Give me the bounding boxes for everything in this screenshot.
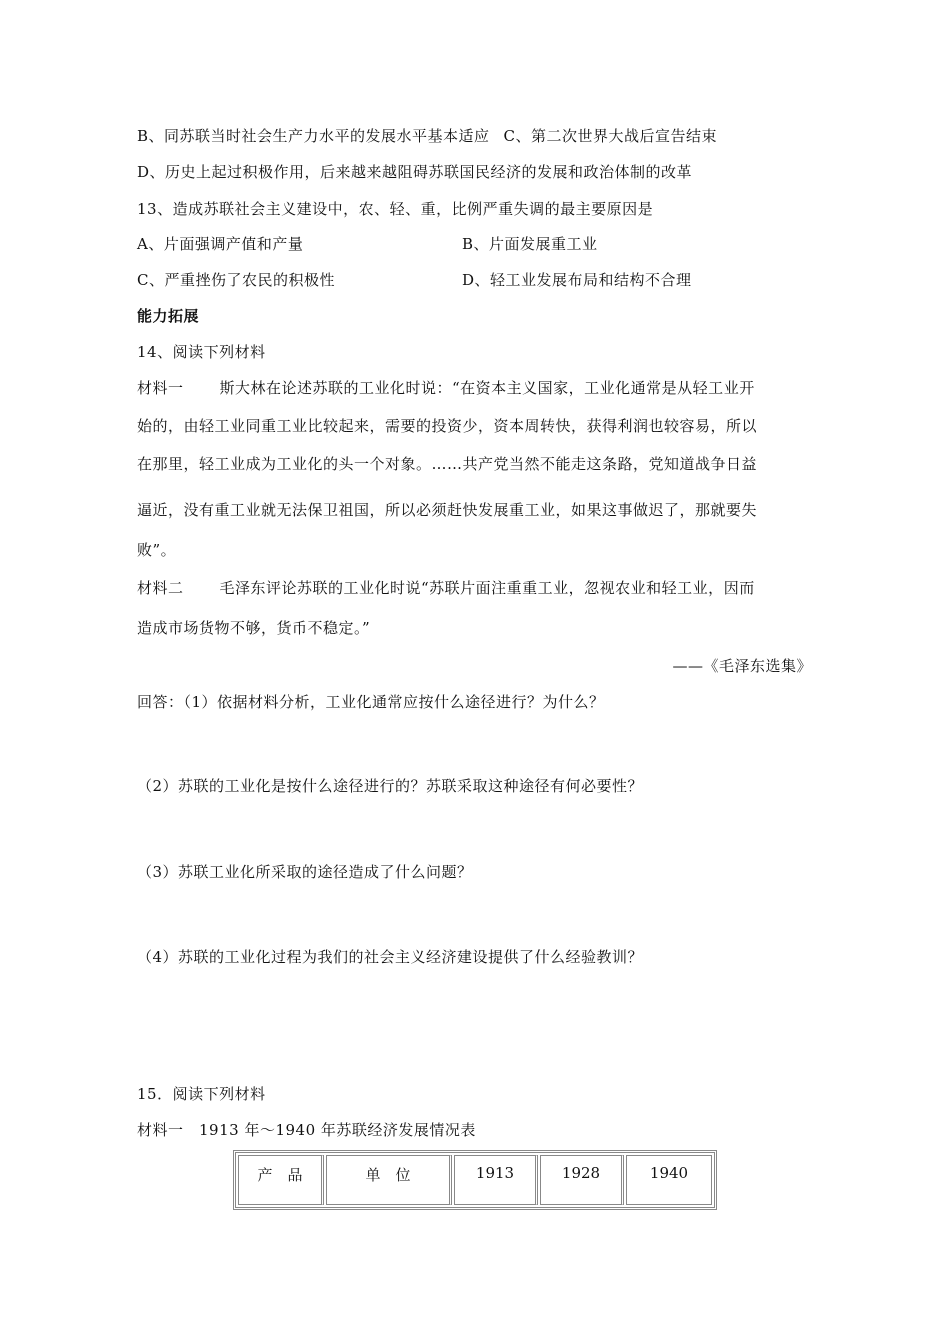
q14-material-1-line: 在那里，轻工业成为工业化的头一个对象。……共产党当然不能走这条路，党知道战争日益 bbox=[137, 455, 758, 473]
q14-question-3: （3）苏联工业化所采取的途径造成了什么问题？ bbox=[137, 863, 473, 881]
q12-option-b-c bbox=[137, 126, 717, 146]
q14-question-1: 回答：（1）依据材料分析，工业化通常应按什么途径进行？为什么？ bbox=[137, 693, 605, 711]
q14-material-2-label: 材料二 bbox=[137, 579, 184, 597]
q15-stem: 15．阅读下列材料 bbox=[137, 1085, 266, 1103]
q14-material-1-line: 始的，由轻工业同重工业比较起来，需要的投资少，资本周转快，获得利润也较容易，所以 bbox=[137, 417, 758, 435]
q14-material-1-line: 逼近，没有重工业就无法保卫祖国，所以必须赶快发展重工业，如果这事做迟了，那就要失 bbox=[137, 501, 758, 519]
q14-material-2-line: 造成市场货物不够，货币不稳定。” bbox=[137, 619, 371, 637]
q14-question-4: （4）苏联的工业化过程为我们的社会主义经济建设提供了什么经验教训？ bbox=[137, 948, 644, 966]
q14-material-2-first-line bbox=[137, 578, 755, 598]
q13-option-d: D、轻工业发展布局和结构不合理 bbox=[462, 271, 692, 289]
q14-stem: 14、阅读下列材料 bbox=[137, 343, 266, 361]
q14-material-1-first-line bbox=[137, 378, 755, 398]
q14-material-2-line: 毛泽东评论苏联的工业化时说“苏联片面注重重工业，忽视农业和轻工业，因而 bbox=[219, 579, 755, 597]
table-header-cell: 1940 bbox=[626, 1155, 712, 1205]
q12-option-d: D、历史上起过积极作用，后来越来越阻碍苏联国民经济的发展和政治体制的改革 bbox=[137, 163, 693, 181]
q12-option-c: C、第二次世界大战后宣告结束 bbox=[503, 127, 718, 145]
q13-option-c: C、严重挫伤了农民的积极性 bbox=[137, 271, 335, 289]
q14-source: ——《毛泽东选集》 bbox=[672, 657, 812, 675]
table-header-cell: 产 品 bbox=[238, 1155, 324, 1205]
table-header-cell: 单 位 bbox=[326, 1155, 452, 1205]
economy-table bbox=[233, 1150, 717, 1210]
q12-option-b: B、同苏联当时社会生产力水平的发展水平基本适应 bbox=[137, 127, 490, 145]
table-header-row bbox=[238, 1155, 712, 1205]
table-header-cell: 1913 bbox=[454, 1155, 538, 1205]
q14-question-2: （2）苏联的工业化是按什么途径进行的？苏联采取这种途径有何必要性？ bbox=[137, 777, 644, 795]
section-heading: 能力拓展 bbox=[137, 307, 200, 325]
q13-option-a: A、片面强调产值和产量 bbox=[137, 235, 304, 253]
q13-stem: 13、造成苏联社会主义建设中，农、轻、重，比例严重失调的最主要原因是 bbox=[137, 200, 654, 218]
q13-option-b: B、片面发展重工业 bbox=[462, 235, 598, 253]
q15-material-1-title: 材料一 1913 年～1940 年苏联经济发展情况表 bbox=[137, 1121, 476, 1139]
table-header-cell: 1928 bbox=[540, 1155, 624, 1205]
q14-material-1-label: 材料一 bbox=[137, 379, 184, 397]
q14-material-1-line: 败”。 bbox=[137, 541, 177, 559]
q14-material-1-line: 斯大林在论述苏联的工业化时说：“在资本主义国家，工业化通常是从轻工业开 bbox=[219, 379, 755, 397]
